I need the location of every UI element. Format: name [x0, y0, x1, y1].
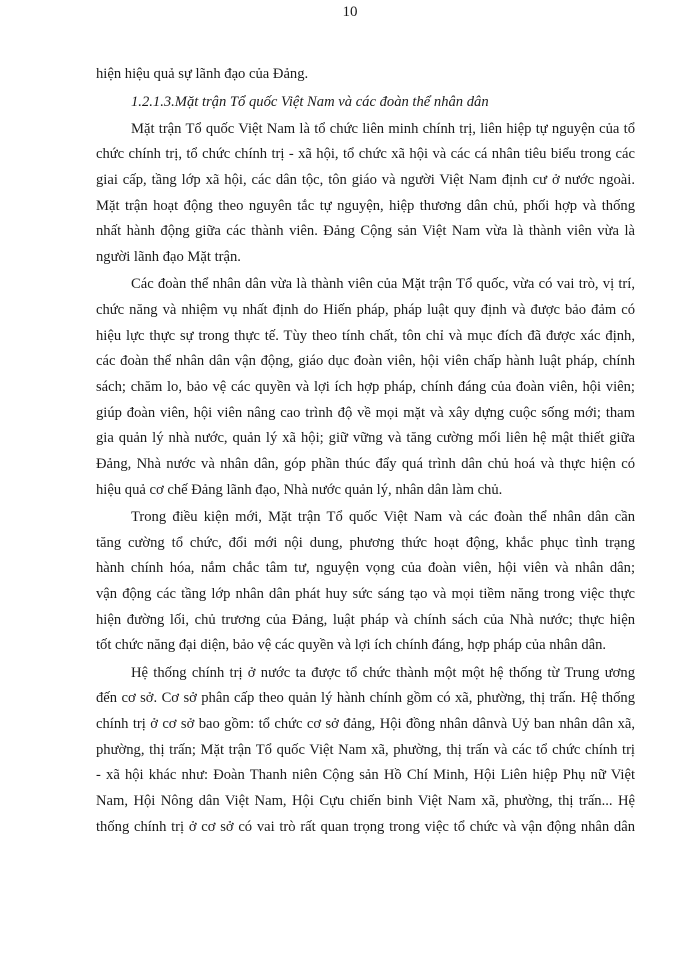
document-body [96, 62, 635, 840]
text-line: Mặt trận Tổ quốc Việt Nam là tổ chức liên minh chính trị, liên hiệp tự nguyện của tổ [131, 120, 635, 137]
section-heading: 1.2.1.3.Mặt trận Tổ quốc Việt Nam và các đoàn thể nhân dân [131, 93, 489, 110]
text-line: nhất hành động giữa các thành viên. Đảng Cộng sản Việt Nam vừa là thành viên vừa là [96, 223, 635, 240]
text-line: gia quản lý nhà nước, quản lý xã hội; giữ vững và tăng cường mối liên hệ mật thiết giữa [96, 430, 635, 447]
text-line: các đoàn thể nhân dân vận động, giáo dục đoàn viên, hội viên chấp hành luật pháp, chính [96, 353, 635, 370]
paragraph-4 [96, 661, 635, 841]
text-line: hiện hiệu quả sự lãnh đạo của Đảng. [96, 66, 309, 82]
text-line: đến cơ sở. Cơ sở phân cấp theo quản lý hành chính gồm có xã, phường, thị trấn. Hệ thống [96, 690, 635, 707]
text-line: tốt chức năng đại diện, bảo vệ các quyền và lợi ích chính đáng, hợp pháp của nhân dân. [96, 637, 607, 654]
paragraph-1 [96, 117, 635, 271]
text-line: Hệ thống chính trị ở nước ta được tổ chức thành một một hệ thống từ Trung ương [131, 664, 635, 681]
page-number: 10 [342, 4, 358, 20]
text-line: tăng cường tổ chức, đổi mới nội dung, phương thức hoạt động, khắc phục tình trạng [96, 534, 635, 551]
paragraph-2 [96, 272, 635, 503]
text-line: chính trị ở cơ sở bao gồm: tổ chức cơ sở đảng, Hội đồng nhân dânvà Uỷ ban nhân dân xã, [96, 716, 635, 732]
text-line: giúp đoàn viên, hội viên nâng cao trình độ về mọi mặt và xây dựng cuộc sống mới; tham [96, 404, 635, 421]
text-line: chức năng và nhiệm vụ nhất định do Hiến pháp, pháp luật quy định và được bảo đảm có [96, 302, 635, 318]
text-line: Trong điều kiện mới, Mặt trận Tổ quốc Việt Nam và các đoàn thể nhân dân cần [131, 509, 635, 525]
text-line: thống chính trị ở cơ sở có vai trò rất quan trọng trong việc tổ chức và vận động nhân dân [96, 818, 635, 835]
text-line: Đảng, Nhà nước và nhân dân, góp phần thúc đẩy quá trình dân chủ hoá và thực hiện có [96, 456, 635, 473]
text-line: hiện đường lối, chủ trương của Đảng, luật pháp và chính sách của Nhà nước; thực hiện [96, 611, 635, 628]
text-line: giai cấp, tầng lớp xã hội, các dân tộc, tôn giáo và người Việt Nam định cư ở nước ngoài. [96, 172, 635, 189]
text-line: - xã hội khác như: Đoàn Thanh niên Cộng sản Hồ Chí Minh, Hội Liên hiệp Phụ nữ Việt [96, 767, 635, 784]
text-line: phường, thị trấn; Mặt trận Tổ quốc Việt Nam xã, phường, thị trấn và các tổ chức chính trị [96, 741, 635, 758]
text-line: chức chính trị, tổ chức chính trị - xã hội, tổ chức xã hội và các cá nhân tiêu biểu trong các [96, 146, 635, 163]
text-line: Mặt trận hoạt động theo nguyên tắc tự nguyện, hiệp thương dân chủ, phối hợp và thống [96, 197, 635, 214]
text-line: Các đoàn thể nhân dân vừa là thành viên của Mặt trận Tổ quốc, vừa có vai trò, vị trí, [131, 276, 635, 293]
text-line: người lãnh đạo Mặt trận. [96, 249, 241, 266]
text-line: sách; chăm lo, bảo vệ các quyền và lợi ích hợp pháp, chính đáng của đoàn viên, hội viên; [96, 379, 635, 396]
text-line: hiệu quả cơ chế Đảng lãnh đạo, Nhà nước quản lý, nhân dân làm chủ. [96, 481, 503, 498]
paragraph-3 [96, 505, 635, 659]
text-line: hiệu lực thực sự trong thực tế. Tùy theo tính chất, tôn chỉ và mục đích đã được xác định, [96, 327, 635, 344]
text-line: hành chính hóa, nắm chắc tâm tư, nguyện vọng của đoàn viên, hội viên và nhân dân; [96, 560, 635, 577]
text-line: vận động các tầng lớp nhân dân phát huy sức sáng tạo và mọi tiềm năng trong việc thực [96, 586, 635, 603]
text-line: Nam, Hội Nông dân Việt Nam, Hội Cựu chiến binh Việt Nam xã, phường, thị trấn... Hệ [96, 793, 635, 810]
